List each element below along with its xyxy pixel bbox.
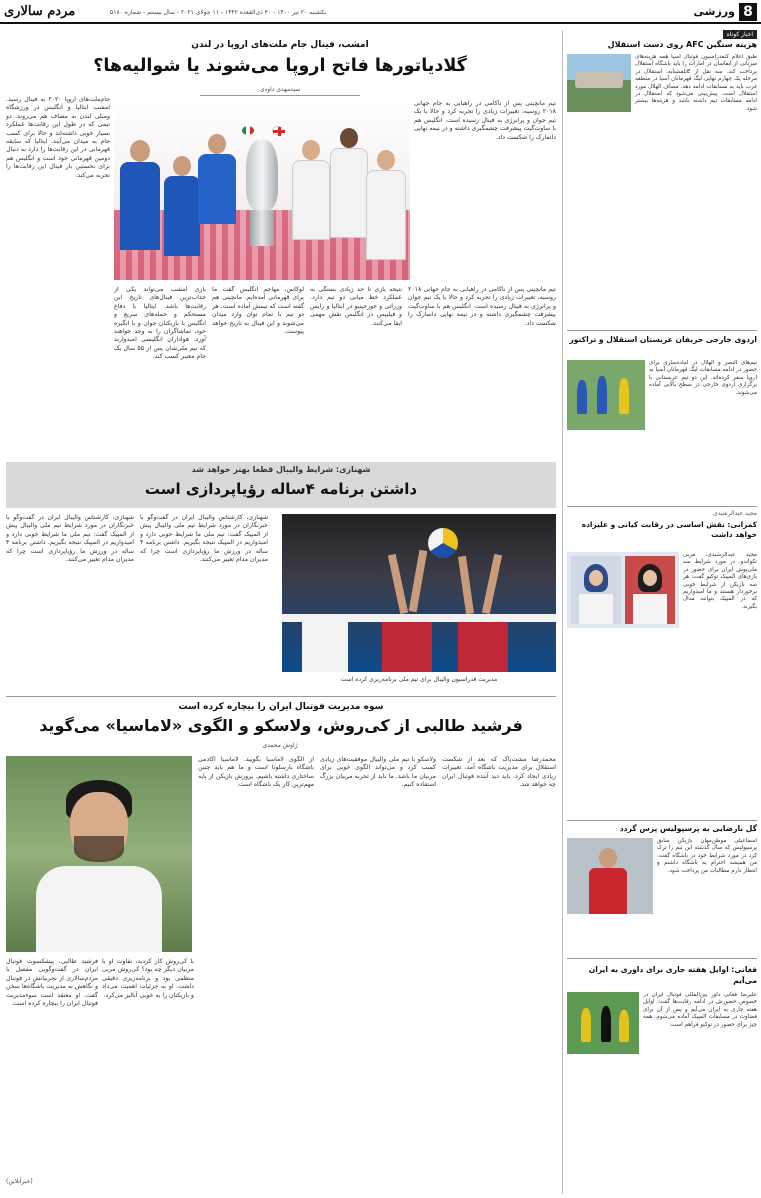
uniform-shape — [579, 594, 613, 624]
section-number-badge — [739, 3, 757, 21]
player-arm — [482, 554, 502, 614]
player-figure — [619, 1010, 629, 1042]
italy-player — [196, 134, 238, 224]
player-arm — [388, 554, 408, 614]
sidebar-tag: اخبار کوتاه — [723, 30, 757, 39]
player-head — [302, 140, 320, 160]
section-label: ورزشی — [693, 5, 735, 18]
masthead — [0, 0, 761, 24]
uniform-shape — [633, 594, 667, 624]
divider — [567, 506, 757, 507]
player-head — [130, 140, 150, 162]
italy-flag-icon — [242, 126, 254, 135]
volleyball-photo — [282, 514, 556, 672]
player-head — [173, 156, 191, 176]
player-arm — [458, 556, 474, 615]
column-divider — [562, 30, 563, 1194]
interview-body-col-4: ولاسکو با تیم ملی والیبال موفقیت‌های زیادی کسب کرد و می‌تواند الگوی خوبی برای مربیان ما باشد. ما باید از تجربه مربیان بزرگ استفاده کنیم. — [320, 756, 436, 789]
player-shirt — [382, 622, 432, 672]
trophy-icon — [240, 140, 284, 250]
england-flag-icon — [272, 126, 284, 135]
player-head — [377, 150, 395, 170]
interview-body-col-2: با کی‌روش کار کردید، تفاوت او با مربیان دیگر چه بود؟ کی‌روش مربی منظمی بود و برنامه‌ریزی دقیقی داشت. او به جزئیات اهمیت می‌داد و بازیکنان را به خوبی آنالیز می‌کرد. — [102, 958, 194, 999]
player-head — [208, 134, 226, 154]
england-player — [290, 140, 332, 240]
dateline: یکشنبه ۲۰ تیر ۱۴۰۰ - ۳۰ ذی‌القعده ۱۴۴۲ - ۱۱ جولای ۲۰۲۱ - سال بیستم - شماره ۵۱۸۰ — [110, 9, 327, 16]
player-figure — [601, 1006, 611, 1042]
interviewee-portrait — [6, 756, 192, 952]
referee-photo — [567, 992, 639, 1054]
sidebar-item-3-body: مجید عبدالرشیدی، مربی تکواندو، در مورد شرایط سه ملی‌پوش ایران برای حضور در بازی‌های المپیک توکیو گفت: هر سه بازیکن از شرایط خوبی برخوردار هستند و ما امیدواریم که در المپیک بتوانند مدال بگیرند. — [683, 552, 757, 610]
interview-headline: فرشید طالبی از کی‌روش، ولاسکو و الگوی «لاماسیا» می‌گوید — [39, 716, 523, 735]
sidebar-item-1-body: طبق اعلام کنفدراسیون فوتبال آسیا همه هزینه‌های میزبانی از ایفاسان در امارات را باید باشگاه استقلال پرداخت کند. سه نقل از E‌تلقشنابه، استقلال در مرحله یک چهارم نهایی لیگ قهرمانان آسیا در منطقه غرب باید به مسابقات ادامه دهد. مصاف الهلال مورد استقلال است. پیش‌بینی می‌شود که استقلال در ادامه مسابقات تیم داشته باشد و هزینه‌ها بیشتر شود. — [635, 54, 757, 112]
lead-headline: گلادیاتورها فاتح اروپا می‌شوند یا شوالیه‌ها؟ — [93, 56, 467, 76]
sidebar-item-2-body: تیم‌های النصر و الهلال در آماده‌سازی برای حضور در ادامه مسابقات لیگ قهرمانان آسیا به اروپا سفر کرده‌اند. این دو تیم عربستانی با برگزاری اردوی خارجی در سطح بالایی آماده می‌شوند. — [649, 360, 757, 396]
divider — [6, 696, 556, 697]
sidebar — [567, 30, 757, 1194]
sidebar-item-5-title: فغانی: اوایل هفته جاری برای داوری به ایران می‌آیم — [588, 965, 757, 985]
sidebar-item-2-title: اردوی خارجی حریفان عربستان استقلال و تراکتور — [569, 335, 757, 344]
trophy-base — [250, 210, 274, 246]
divider — [567, 820, 757, 821]
athlete-portrait — [571, 556, 621, 624]
sidebar-item-5-body: علیرضا فغانی داور بین‌المللی فوتبال ایران در خصوص حضورش در ادامه رقابت‌ها گفت: اوایل هفته جاری به ایران می‌آیم و پس از آن برای قضاوت در مسابقات المپیک آماده می‌شوم. همه چیز برای حضور در توکیو فراهم است. — [643, 992, 757, 1028]
interview-byline: ژاوش محمدی — [262, 742, 298, 749]
section-number: 8 — [743, 4, 753, 20]
lead-body-col-6: تیم مانچینی پس از ناکامی در راهیابی به جام جهانی ۲۰۱۸ روسیه، تغییرات زیادی را تجربه کرد و حالا با یک تیم جوان و پرانرژی به فینال رسیده است. انگلیس هم با ساوت‌گیت پیشرفت چشمگیری داشته و در نیمه نهایی دانمارک را شکست داد. — [408, 286, 556, 327]
interview-kicker: سوه مدیریت فوتبال ایران را بیچاره کرده است — [178, 702, 384, 712]
lead-byline: سیدمهدی داودی — [200, 86, 360, 96]
lead-kicker: امشب، فینال جام ملت‌های اروپا در لندن — [191, 40, 369, 50]
euro-final-hero-image — [114, 100, 410, 280]
interview-body-col-3: از الگوی لاماسیا بگویید. لاماسیا آکادمی باشگاه بارسلونا است و ما هم باید چنین ساختاری داشته باشیم. پرورش بازیکن از پایه مهم‌ترین کار یک باشگاه است. — [198, 756, 314, 789]
player-arm — [409, 550, 428, 612]
player-shirt — [366, 170, 406, 260]
sidebar-item-3-author: مجید عبدالرشیدی — [713, 510, 757, 517]
lead-body-col-3: بازی امشب می‌تواند یکی از جذاب‌ترین فینال‌های تاریخ این رقابت‌ها باشد. ایتالیا با دفاع مستحکم و حمله‌های سریع و انگلیس با بازیکنان جوان و با انگیزه خود، تماشاگران را به وجد خواهند آورد. هواداران انگلیسی امیدوارند که تیم ملی‌شان پس از ۵۵ سال یک جام معتبر کسب کند. — [114, 286, 206, 361]
player-figure — [577, 380, 587, 414]
player-head — [340, 128, 358, 148]
player-figure — [597, 376, 607, 414]
player-shirt — [164, 176, 200, 256]
volley-photo-caption: مدیریت فدراسیون والیبال برای تیم ملی برنامه‌ریزی کرده است — [340, 676, 498, 683]
volleyball-icon — [428, 528, 458, 558]
volley-banner — [6, 462, 556, 508]
player-head — [599, 848, 617, 868]
volley-body-col-2: شهنازی، کارشناس والیبال ایران در گفت‌وگو با خبرنگاران در مورد شرایط تیم ملی والیبال پیش از المپیک گفت: تیم ملی ما شرایط خوبی دارد و امیدواریم در المپیک نتیجه بگیریم. داشتن برنامه ۴ ساله در ورزش ما رؤیاپردازی است چرا که مدیران مدام تغییر می‌کنند. — [140, 514, 268, 564]
volley-headline: داشتن برنامه ۴ساله رؤیاپردازی است — [144, 480, 418, 498]
player-shirt — [302, 618, 348, 672]
interview-footnote: (خبرآنلاین) — [6, 1178, 33, 1185]
sidebar-item-3-title: کمرانی: نقش اساسی در رقابت کیانی و علیزاده خواهد داشت — [581, 520, 757, 539]
divider — [567, 330, 757, 331]
player-shirt — [589, 868, 627, 914]
sidebar-item-4-title: گل نارضایی به پرسپولیس پرس گردد — [619, 824, 757, 833]
volley-body-col-1: شهنازی، کارشناس والیبال ایران در گفت‌وگو با خبرنگاران در مورد شرایط تیم ملی والیبال پیش از المپیک گفت: تیم ملی ما شرایط خوبی دارد و امیدواریم در المپیک نتیجه بگیریم. داشتن برنامه ۴ ساله در ورزش ما رؤیاپردازی است چرا که مدیران مدام تغییر می‌کنند. — [6, 514, 134, 564]
interview-body-col-5: محمدرضا مشت‌پاک که بعد از شکست استقلال برای مدیریت باشگاه آمد، تغییرات زیادی ایجاد کرد. باید دید آینده فوتبال ایران چه خواهد شد. — [442, 756, 556, 789]
player-shirt — [458, 622, 508, 672]
player-figure — [619, 378, 629, 414]
england-player — [364, 150, 408, 260]
face-shape — [643, 570, 657, 586]
player-figure — [581, 1008, 591, 1042]
lead-body-col-2: تیم مانچینی پس از ناکامی در راهیابی به جام جهانی ۲۰۱۸ روسیه، تغییرات زیادی را تجربه کرد و حالا با یک تیم جوان و پرانرژی به فینال رسیده است. انگلیس هم با ساوت‌گیت پیشرفت چشمگیری داشته و در نیمه نهایی دانمارک را شکست داد. — [414, 100, 556, 141]
paper-name: مردم سالاری — [4, 4, 76, 19]
interview-body-col-1: فرشید طالبی، پیشکسوت فوتبال ایران در گفت‌وگویی مفصل با مردم‌سالاری از تجربیاتش در فوتبال و نگاهش به مدیریت باشگاه‌ها سخن گفت. او معتقد است سوءمدیریت فوتبال ایران را بیچاره کرده است. — [6, 958, 98, 1008]
trophy-cup — [246, 140, 278, 210]
volley-kicker: شهنازی: شرایط والیبال قطعا بهتر خواهد شد — [191, 465, 371, 474]
stadium-photo — [567, 54, 631, 112]
sidebar-item-4-body: اسماعیلی موطن‌مهان بازیکن سابق پرسپولیس که سال گذشته این تیم را ترک کرد در مورد شرایط خود در باشگاه گفت: من همیشه احترام به باشگاه داشتم و انتظار دارم مطالبات من پرداخت شود. — [657, 838, 757, 874]
portrait-shirt — [36, 866, 162, 952]
player-shirt — [330, 148, 368, 238]
italy-player — [118, 140, 162, 250]
player-shirt — [120, 162, 160, 250]
lead-body-col-1: جام‌ملت‌های اروپا ۲۰۲۰ به فینال رسید. امشب ایتالیا و انگلیس در ورزشگاه ومبلی لندن به مصاف هم می‌روند. دو تیمی که در طول این رقابت‌ها عملکرد بسیار خوبی داشته‌اند و حالا برای کسب جام به میدان می‌آیند. ایتالیا که سابقه قهرمانی در این رقابت‌ها را دارد به دنبال دومین قهرمانی خود است و انگلیس هم برای نخستین بار فینال این رقابت‌ها را تجربه می‌کند. — [6, 96, 110, 179]
portrait-beard — [74, 836, 124, 862]
lead-body-col-4: لوکاس، مهاجم انگلیس گفت ما برای قهرمانی آمده‌ایم. مانچینی هم گفته است که تیمش آماده است. هر دو تیم با تمام توان وارد میدان می‌شوند و این فینال به تاریخ خواهد پیوست. — [212, 286, 304, 336]
player-shirt — [292, 160, 330, 240]
divider — [567, 958, 757, 959]
face-shape — [589, 570, 603, 586]
stadium-building — [575, 72, 623, 88]
player-photo — [567, 838, 653, 914]
training-photo — [567, 360, 645, 430]
athlete-portrait — [625, 556, 675, 624]
cross-vertical — [278, 127, 281, 136]
athlete-photo — [567, 552, 679, 628]
lead-body-col-5: نتیجه بازی تا حد زیادی بستگی به عملکرد خط میانی دو تیم دارد. ورراتی و جورجینیو در ایتالیا و رایس و فیلیپس در انگلیس نقش مهمی ایفا می‌کنند. — [310, 286, 402, 327]
player-shirt — [198, 154, 236, 224]
sidebar-item-1-title: هزینه سنگین AFC روی دست استقلال — [607, 40, 757, 49]
